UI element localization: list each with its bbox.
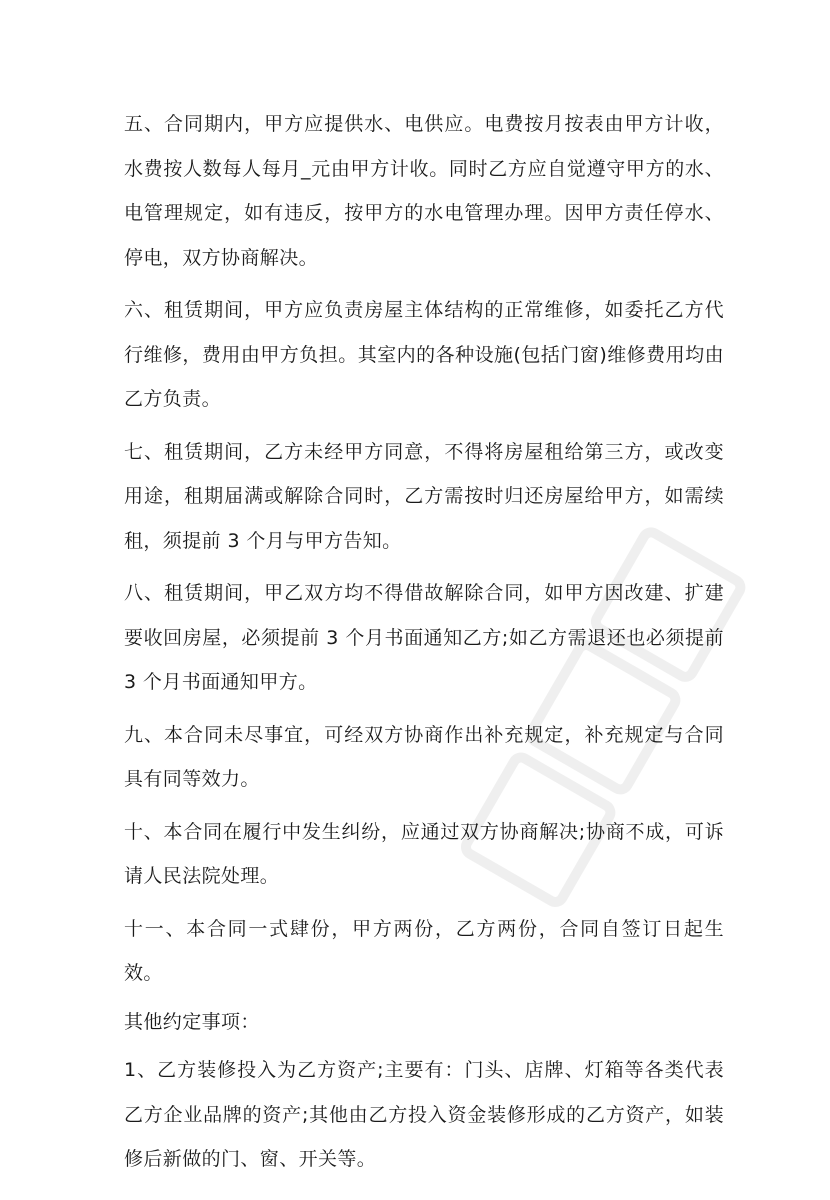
clause-9: 九、本合同未尽事宜，可经双方协商作出补充规定，补充规定与合同具有同等效力。 — [124, 723, 724, 790]
clause-7: 七、租赁期间，乙方未经甲方同意，不得将房屋租给第三方，或改变用途，租期届满或解除合同时，乙方需按时归还房屋给甲方，如需续租，须提前 3 个月与甲方告知。 — [124, 440, 724, 552]
clause-11: 十一、本合同一式肆份，甲方两份，乙方两份，合同自签订日起生效。 — [124, 917, 724, 984]
clause-8: 八、租赁期间，甲乙双方均不得借故解除合同，如甲方因改建、扩建要收回房屋，必须提前 3 个月书面通知乙方;如乙方需退还也必须提前 3 个月书面通知甲方。 — [124, 582, 724, 693]
other-terms-heading: 其他约定事项： — [124, 1010, 260, 1033]
clause-10: 十、本合同在履行中发生纠纷，应通过双方协商解决;协商不成，可诉请人民法院处理。 — [124, 820, 724, 887]
other-term-1: 1、乙方装修投入为乙方资产;主要有：门头、店牌、灯箱等各类代表乙方企业品牌的资产;其他由乙方投入资金装修形成的乙方资产，如装修后新做的门、窗、开关等。 — [124, 1059, 724, 1170]
clause-5: 五、合同期内，甲方应提供水、电供应。电费按月按表由甲方计收，水费按人数每人每月_元由甲方计收。同时乙方应自觉遵守甲方的水、电管理规定，如有违反，按甲方的水电管理办理。因甲方责任停水、停电，双方协商解决。 — [124, 113, 724, 269]
clause-6: 六、租赁期间，甲方应负责房屋主体结构的正常维修，如委托乙方代行维修，费用由甲方负担。其室内的各种设施(包括门窗)维修费用均由乙方负责。 — [124, 299, 724, 410]
document-body — [124, 102, 724, 1190]
